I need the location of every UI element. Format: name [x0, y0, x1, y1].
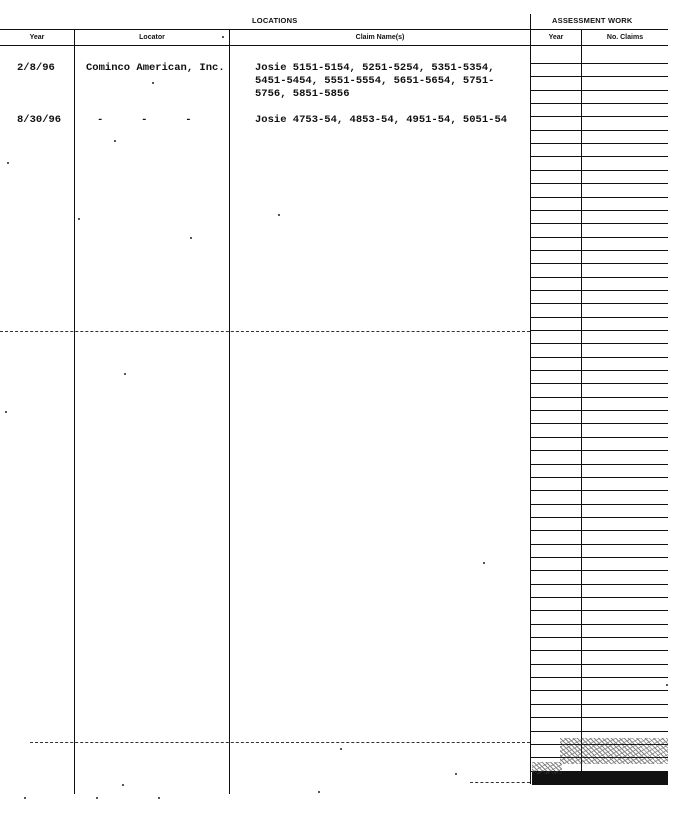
scan-speck — [24, 797, 26, 799]
assessment-row-rule — [531, 103, 668, 104]
assessment-row-rule — [531, 130, 668, 131]
locations-title: LOCATIONS — [252, 16, 298, 25]
col-header-claim-names: Claim Name(s) — [355, 34, 405, 41]
assessment-row-rule — [531, 303, 668, 304]
assessment-row-rule — [531, 410, 668, 411]
col-header-assessment-year: Year — [548, 34, 564, 41]
assessment-row-rule — [531, 197, 668, 198]
assessment-row-rule — [531, 290, 668, 291]
header-bottom-rule — [0, 45, 668, 46]
scan-speck — [455, 773, 457, 775]
assessment-row-rule — [531, 504, 668, 505]
assessment-row-rule — [531, 330, 668, 331]
entry-1-locator: Cominco American, Inc. — [86, 62, 225, 74]
assessment-row-rule — [531, 690, 668, 691]
entry-2-locator: - - - — [97, 114, 192, 126]
assessment-row-rule — [531, 90, 668, 91]
scan-speck — [7, 162, 9, 164]
entry-1-claims-line-1: Josie 5151-5154, 5251-5254, 5351-5354, — [255, 62, 495, 74]
assessment-row-rule — [531, 357, 668, 358]
assessment-row-rule — [531, 170, 668, 171]
dashed-rule-lower — [30, 742, 530, 743]
assessment-row-rule — [531, 450, 668, 451]
assessment-row-rule — [531, 223, 668, 224]
scan-noise-upper — [560, 738, 668, 764]
scan-speck — [278, 214, 280, 216]
assessment-row-rule — [531, 490, 668, 491]
col-header-year: Year — [29, 34, 45, 41]
assessment-row-rule — [531, 530, 668, 531]
assessment-row-rule — [531, 116, 668, 117]
dashed-rule-middle — [0, 331, 530, 332]
assessment-row-rule — [531, 250, 668, 251]
scan-speck — [114, 140, 116, 142]
assessment-row-rule — [531, 343, 668, 344]
scan-speck — [78, 218, 80, 220]
assessment-row-rule — [531, 156, 668, 157]
assessment-row-rule — [531, 63, 668, 64]
entry-2-claims-line-1: Josie 4753-54, 4853-54, 4951-54, 5051-54 — [255, 114, 508, 126]
assessment-row-rule — [531, 437, 668, 438]
scan-speck — [96, 797, 98, 799]
entry-1-year: 2/8/96 — [17, 62, 55, 74]
assessment-row-rule — [531, 544, 668, 545]
assessment-row-rule — [531, 317, 668, 318]
entry-2-year: 8/30/96 — [17, 114, 62, 126]
assessment-row-rule — [531, 664, 668, 665]
assessment-row-rule — [531, 717, 668, 718]
assessment-row-rule — [531, 570, 668, 571]
assessment-row-rule — [531, 677, 668, 678]
assessment-row-rule — [531, 650, 668, 651]
scan-speck — [152, 82, 154, 84]
entry-1-claims-line-2: 5451-5454, 5551-5554, 5651-5654, 5751- — [255, 75, 495, 87]
scan-speck — [483, 562, 485, 564]
scan-speck — [666, 684, 668, 686]
scan-noise-left — [532, 762, 562, 774]
assessment-row-rule — [531, 423, 668, 424]
col-header-no-claims: No. Claims — [606, 34, 644, 41]
assessment-row-rule — [531, 637, 668, 638]
assessment-work-title: ASSESSMENT WORK — [552, 16, 633, 25]
assessment-row-rule — [531, 237, 668, 238]
assessment-row-rule — [531, 704, 668, 705]
scan-speck — [318, 791, 320, 793]
scan-speck — [222, 36, 224, 38]
scan-speck — [122, 784, 124, 786]
assessment-row-rule — [531, 517, 668, 518]
scan-speck — [5, 411, 7, 413]
assessment-row-rule — [531, 397, 668, 398]
assessment-row-rule — [531, 610, 668, 611]
scan-speck — [190, 237, 192, 239]
scan-speck — [124, 373, 126, 375]
divider-locator-claims — [229, 29, 230, 794]
assessment-row-rule — [531, 370, 668, 371]
col-header-locator: Locator — [139, 34, 165, 41]
scan-speck — [158, 797, 160, 799]
assessment-row-rule — [531, 464, 668, 465]
dashed-rule-bottom — [470, 782, 530, 783]
assessment-row-rule — [531, 263, 668, 264]
assessment-row-rule — [531, 143, 668, 144]
assessment-row-rule — [531, 76, 668, 77]
assessment-row-rule — [531, 584, 668, 585]
assessment-row-rule — [531, 557, 668, 558]
scan-speck — [340, 748, 342, 750]
assessment-row-rule — [531, 597, 668, 598]
assessment-row-rule — [531, 477, 668, 478]
header-top-rule — [0, 29, 668, 30]
assessment-row-rule — [531, 624, 668, 625]
assessment-row-rule — [531, 277, 668, 278]
assessment-row-rule — [531, 183, 668, 184]
divider-year-locator — [74, 29, 75, 794]
assessment-row-rule — [531, 210, 668, 211]
entry-1-claims-line-3: 5756, 5851-5856 — [255, 88, 350, 100]
assessment-row-rule — [531, 383, 668, 384]
assessment-row-rule — [531, 731, 668, 732]
